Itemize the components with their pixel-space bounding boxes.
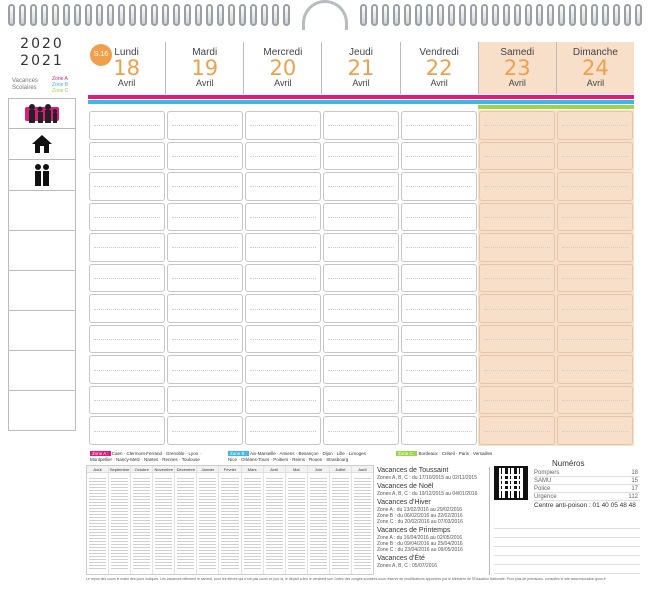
day-month: Avril: [508, 78, 526, 88]
week-header: [88, 42, 634, 94]
planner-cell[interactable]: [167, 233, 243, 262]
holiday-dates: Zone B : du 09/04/2016 au 25/04/2016: [377, 541, 463, 547]
planner-cell[interactable]: [323, 142, 399, 171]
spiral-ring: [393, 4, 400, 26]
spiral-ring: [184, 4, 191, 26]
family-icon: [22, 101, 62, 127]
month-column: [218, 466, 240, 574]
month-days: [310, 476, 327, 571]
emergency-numbers: [494, 458, 642, 520]
couple-icon: [31, 163, 53, 187]
spiral-ring: [470, 4, 477, 26]
planner-cell[interactable]: [479, 325, 555, 354]
planner-cell[interactable]: [323, 111, 399, 140]
spiral-ring: [426, 4, 433, 26]
planner-cell[interactable]: [323, 172, 399, 201]
zone-c-bar: [88, 105, 634, 109]
spiral-ring: [261, 4, 268, 26]
month-days: [221, 476, 238, 571]
spiral-ring: [162, 4, 169, 26]
month-header: Décembre: [176, 467, 196, 472]
planner-cell[interactable]: [89, 111, 165, 140]
planner-cell[interactable]: [479, 233, 555, 262]
planner-cell[interactable]: [245, 203, 321, 232]
number-row: Police 17: [534, 486, 638, 492]
spiral-ring: [206, 4, 213, 26]
row-label-blank[interactable]: [8, 391, 76, 431]
spiral-ring: [74, 4, 81, 26]
spiral-ring: [173, 4, 180, 26]
planner-cell[interactable]: [557, 111, 633, 140]
day-column: [478, 110, 556, 446]
planner-cell[interactable]: [89, 355, 165, 384]
year-calendar: [86, 465, 374, 575]
month-days: [133, 476, 150, 571]
day-number: 24: [582, 56, 609, 80]
month-header: Avril: [264, 466, 285, 473]
planner-cell[interactable]: [401, 264, 477, 293]
planner-cell[interactable]: [89, 142, 165, 171]
day-header-samedi[interactable]: [478, 42, 556, 94]
month-column: [130, 466, 152, 574]
planner-cell[interactable]: [479, 142, 555, 171]
spiral-ring: [569, 4, 576, 26]
planner-cell[interactable]: [557, 142, 633, 171]
zone-c-legend: Zone C : Bordeaux · Créteil · Paris · Versailles: [398, 451, 493, 456]
spiral-ring: [217, 4, 224, 26]
planner-cell[interactable]: [167, 416, 243, 445]
holiday-period: [377, 467, 489, 481]
planner-cell[interactable]: [557, 233, 633, 262]
zone-a-bar: [88, 95, 634, 99]
zone-a-key: Zone A: [52, 76, 68, 82]
day-column: [166, 110, 244, 446]
spiral-ring: [536, 4, 543, 26]
month-header: Juillet: [330, 466, 351, 473]
day-name: Jeudi: [349, 47, 373, 58]
month-days: [244, 476, 261, 571]
day-header-jeudi[interactable]: [321, 42, 399, 94]
spiral-ring: [151, 4, 158, 26]
planner-cell[interactable]: [245, 386, 321, 415]
planner-cell[interactable]: [401, 142, 477, 171]
planner-cell[interactable]: [479, 264, 555, 293]
holiday-period: [377, 527, 489, 553]
holiday-title: Vacances d'Été: [377, 555, 425, 562]
month-column: [196, 466, 218, 574]
holiday-period: [377, 483, 489, 497]
planner-cell[interactable]: [167, 264, 243, 293]
qr-code-icon[interactable]: [494, 466, 528, 500]
vacances-label: Vacances: [12, 78, 38, 84]
spiral-ring: [602, 4, 609, 26]
planner-cell[interactable]: [89, 203, 165, 232]
planner-cell[interactable]: [167, 203, 243, 232]
zone-b-bar: [88, 100, 634, 104]
month-column: [108, 466, 130, 574]
day-month: Avril: [586, 78, 605, 88]
spiral-ring: [635, 4, 642, 26]
planner-cell[interactable]: [245, 355, 321, 384]
planner-cell[interactable]: [557, 264, 633, 293]
month-header: Janvier: [197, 466, 218, 473]
holiday-dates: Zone C : du 23/04/2016 au 09/05/2016: [377, 547, 463, 553]
spiral-ring: [140, 4, 147, 26]
house-icon: [31, 133, 53, 155]
planner-cell[interactable]: [167, 355, 243, 384]
day-month: Avril: [430, 78, 448, 88]
spiral-ring: [272, 4, 279, 26]
month-header: Février: [219, 466, 240, 473]
planner-cell[interactable]: [557, 416, 633, 445]
day-number: 22: [425, 56, 453, 80]
month-column: [351, 466, 373, 574]
month-header: Novembre: [154, 467, 173, 472]
planner-cell[interactable]: [323, 264, 399, 293]
month-column: [174, 466, 196, 574]
row-label-couple[interactable]: [8, 160, 76, 191]
day-name: Dimanche: [572, 47, 618, 58]
month-column: [285, 466, 307, 574]
spiral-ring: [41, 4, 48, 26]
holidays-list: [377, 467, 490, 575]
planner-cell[interactable]: [323, 203, 399, 232]
planner-cell[interactable]: [245, 142, 321, 171]
number-row: SAMU 15: [534, 478, 638, 484]
planner-cell[interactable]: [557, 325, 633, 354]
month-header: Août: [87, 466, 108, 473]
day-column: [556, 110, 634, 446]
spiral-ring: [448, 4, 455, 26]
day-number: 19: [191, 56, 219, 80]
day-column: [88, 110, 166, 446]
spiral-ring: [514, 4, 521, 26]
day-header-mercredi[interactable]: [243, 42, 321, 94]
planner-cell[interactable]: [479, 355, 555, 384]
holiday-dates: Zone C : du 20/02/2016 au 07/03/2016: [377, 519, 463, 525]
planner-cell[interactable]: [401, 386, 477, 415]
planner-cell[interactable]: [167, 294, 243, 323]
holiday-period: [377, 499, 489, 525]
planner-cell[interactable]: [557, 355, 633, 384]
spiral-ring: [19, 4, 26, 26]
footer-note: Le repos des cours le matin des jours indiqués. Les vacances débutent le samedi, pour les élèves qui n'ont pas cours ce jour-là, le départ a lieu le vendredi soir. Dates des congés scolaires sous réserve de modifications apportées par le Ministère de l'Éducation Nationale. Pour plus de précisions, consultez le site www.education.gouv.fr: [86, 577, 606, 581]
planner-cell[interactable]: [323, 355, 399, 384]
planner-cell[interactable]: [323, 386, 399, 415]
spiral-ring: [228, 4, 235, 26]
zone-c-key: Zone C: [52, 88, 69, 94]
planner-cell[interactable]: [557, 386, 633, 415]
month-header: Juin: [308, 466, 329, 473]
day-number: 20: [269, 56, 297, 80]
day-column: [322, 110, 400, 446]
school-holidays-key: [8, 76, 76, 98]
planner-cell[interactable]: [401, 355, 477, 384]
spiral-ring: [239, 4, 246, 26]
day-name: Mardi: [192, 47, 218, 58]
planner-cell[interactable]: [401, 111, 477, 140]
day-month: Avril: [352, 78, 370, 88]
planner-cell[interactable]: [167, 386, 243, 415]
day-header-mardi[interactable]: [165, 42, 243, 94]
planner-cell[interactable]: [479, 203, 555, 232]
holiday-dates: Zone B : du 06/02/2016 au 22/02/2016: [377, 513, 463, 519]
row-label-blank[interactable]: [8, 231, 76, 271]
month-header: Septembre: [109, 467, 130, 472]
planner-cell[interactable]: [167, 325, 243, 354]
month-header: Août: [352, 466, 373, 473]
planner-cell[interactable]: [557, 294, 633, 323]
month-days: [332, 476, 349, 571]
spiral-ring: [437, 4, 444, 26]
day-name: Lundi: [114, 47, 139, 58]
planner-cell[interactable]: [89, 294, 165, 323]
planner-cell[interactable]: [401, 294, 477, 323]
spiral-ring: [558, 4, 565, 26]
row-label-blank[interactable]: [8, 351, 76, 391]
day-column: [244, 110, 322, 446]
spiral-ring: [129, 4, 136, 26]
number-row: Urgence 112: [534, 494, 638, 500]
notes-lines[interactable]: [494, 520, 640, 574]
month-days: [354, 476, 371, 571]
month-days: [288, 476, 305, 571]
day-month: Avril: [196, 78, 214, 88]
spiral-ring: [107, 4, 114, 26]
planner-cell[interactable]: [401, 416, 477, 445]
month-days: [111, 476, 128, 571]
numbers-title: Numéros: [552, 459, 585, 468]
day-number: 23: [503, 56, 531, 80]
month-column: [329, 466, 351, 574]
spiral-ring: [371, 4, 378, 26]
row-label-blank[interactable]: [8, 311, 76, 351]
planner-cell[interactable]: [479, 172, 555, 201]
planner-cell[interactable]: [245, 172, 321, 201]
planner-cell[interactable]: [89, 325, 165, 354]
month-days: [89, 476, 106, 571]
planner-cell[interactable]: [245, 294, 321, 323]
spiral-ring: [525, 4, 532, 26]
spiral-ring: [613, 4, 620, 26]
day-month: Avril: [117, 78, 136, 88]
spiral-ring: [580, 4, 587, 26]
spiral-ring: [195, 4, 202, 26]
planner-cell[interactable]: [245, 325, 321, 354]
day-number: 18: [113, 56, 140, 80]
planner-grid: [88, 110, 634, 446]
month-column: [307, 466, 329, 574]
spiral-ring: [30, 4, 37, 26]
month-days: [266, 476, 283, 571]
month-column: [87, 466, 108, 574]
row-label-blank[interactable]: [8, 191, 76, 231]
left-sidebar: [8, 36, 76, 456]
month-column: [263, 466, 285, 574]
holiday-title: Vacances d'Hiver: [377, 499, 431, 506]
spiral-ring: [492, 4, 499, 26]
month-column: [241, 466, 263, 574]
planner-cell[interactable]: [89, 386, 165, 415]
zone-b-key: Zone B: [52, 82, 69, 88]
month-days: [199, 476, 216, 571]
scolaires-label: Scolaires: [12, 85, 37, 91]
day-name: Mercredi: [263, 47, 303, 58]
month-header: Octobre: [131, 466, 152, 473]
spiral-ring: [415, 4, 422, 26]
planner-cell[interactable]: [89, 264, 165, 293]
spiral-ring: [52, 4, 59, 26]
month-header: Mars: [242, 466, 263, 473]
spiral-ring: [459, 4, 466, 26]
number-row: Pompiers 18: [534, 470, 638, 476]
planner-cell[interactable]: [401, 233, 477, 262]
holiday-dates: Zones A, B, C : du 19/12/2015 au 04/01/2016: [377, 491, 478, 497]
planner-cell[interactable]: [479, 111, 555, 140]
spiral-ring: [283, 4, 290, 26]
month-header: Mai: [286, 466, 307, 473]
planner-cell[interactable]: [323, 416, 399, 445]
month-column: [152, 466, 174, 574]
planner-cell[interactable]: [557, 203, 633, 232]
planner-cell[interactable]: [557, 172, 633, 201]
planner-cell[interactable]: [245, 233, 321, 262]
planner-cell[interactable]: [89, 233, 165, 262]
row-label-blank[interactable]: [8, 271, 76, 311]
row-label-home[interactable]: [8, 129, 76, 160]
planner-cell[interactable]: [323, 325, 399, 354]
day-header-dimanche[interactable]: [556, 42, 634, 94]
planner-cell[interactable]: [89, 172, 165, 201]
month-days: [155, 476, 172, 571]
planner-cell[interactable]: [89, 416, 165, 445]
spiral-ring: [85, 4, 92, 26]
holiday-title: Vacances de Printemps: [377, 527, 451, 534]
planner-cell[interactable]: [245, 264, 321, 293]
holiday-period: [377, 555, 489, 569]
spiral-ring: [624, 4, 631, 26]
spiral-ring: [96, 4, 103, 26]
year-start: 2020: [20, 36, 64, 52]
week-number-badge: S.16: [90, 44, 112, 66]
holiday-dates: Zone A : du 16/04/2016 au 02/05/2016: [377, 535, 463, 541]
planner-cell[interactable]: [167, 142, 243, 171]
spiral-ring: [63, 4, 70, 26]
spiral-ring: [547, 4, 554, 26]
planner-cell[interactable]: [479, 416, 555, 445]
holiday-dates: Zones A, B, C : du 17/10/2015 au 02/11/2015: [377, 475, 477, 481]
day-number: 21: [347, 56, 375, 80]
planner-cell[interactable]: [323, 233, 399, 262]
holiday-title: Vacances de Toussaint: [377, 467, 449, 474]
holiday-bars: [88, 95, 634, 109]
row-label-family[interactable]: [8, 98, 76, 129]
planner-cell[interactable]: [245, 416, 321, 445]
day-month: Avril: [274, 78, 292, 88]
spiral-ring: [404, 4, 411, 26]
zone-a-legend: Zone A : Caen · Clermont-Ferrand · Grenoble · Lyon · Montpellier · Nancy-Metz · Nantes · Rennes · Toulouse: [90, 451, 201, 462]
spiral-ring: [8, 4, 15, 26]
planner-cell[interactable]: [167, 172, 243, 201]
month-days: [177, 476, 194, 571]
poison-center: Centre anti-poison : 01 40 05 48 48: [534, 502, 636, 509]
day-name: Vendredi: [419, 47, 459, 58]
year-end: 2021: [20, 53, 64, 69]
planner-cell[interactable]: [167, 111, 243, 140]
holiday-title: Vacances de Noël: [377, 483, 434, 490]
planner-cell[interactable]: [401, 172, 477, 201]
zone-b-legend: Zone B : Aix-Marseille · Amiens · Besançon · Dijon · Lille · Limoges · Nice · Orléans-Tours · Poitiers · Reims · Rouen · Strasbourg: [228, 451, 369, 462]
spiral-ring: [591, 4, 598, 26]
planner-cell[interactable]: [401, 325, 477, 354]
holiday-dates: Zone A : du 13/02/2016 au 29/02/2016: [377, 507, 463, 513]
spiral-ring: [250, 4, 257, 26]
planner-cell[interactable]: [245, 111, 321, 140]
day-column: [400, 110, 478, 446]
planner-cell[interactable]: [479, 294, 555, 323]
holiday-dates: Zones A, B, C : 05/07/2016: [377, 563, 438, 569]
day-name: Samedi: [500, 47, 535, 58]
planner-cell[interactable]: [323, 294, 399, 323]
spiral-ring: [382, 4, 389, 26]
day-header-vendredi[interactable]: [400, 42, 478, 94]
spiral-ring: [360, 4, 367, 26]
planner-cell[interactable]: [401, 203, 477, 232]
spiral-ring: [118, 4, 125, 26]
zones-legend: [88, 451, 508, 463]
spiral-ring: [481, 4, 488, 26]
planner-cell[interactable]: [479, 386, 555, 415]
spiral-ring: [503, 4, 510, 26]
